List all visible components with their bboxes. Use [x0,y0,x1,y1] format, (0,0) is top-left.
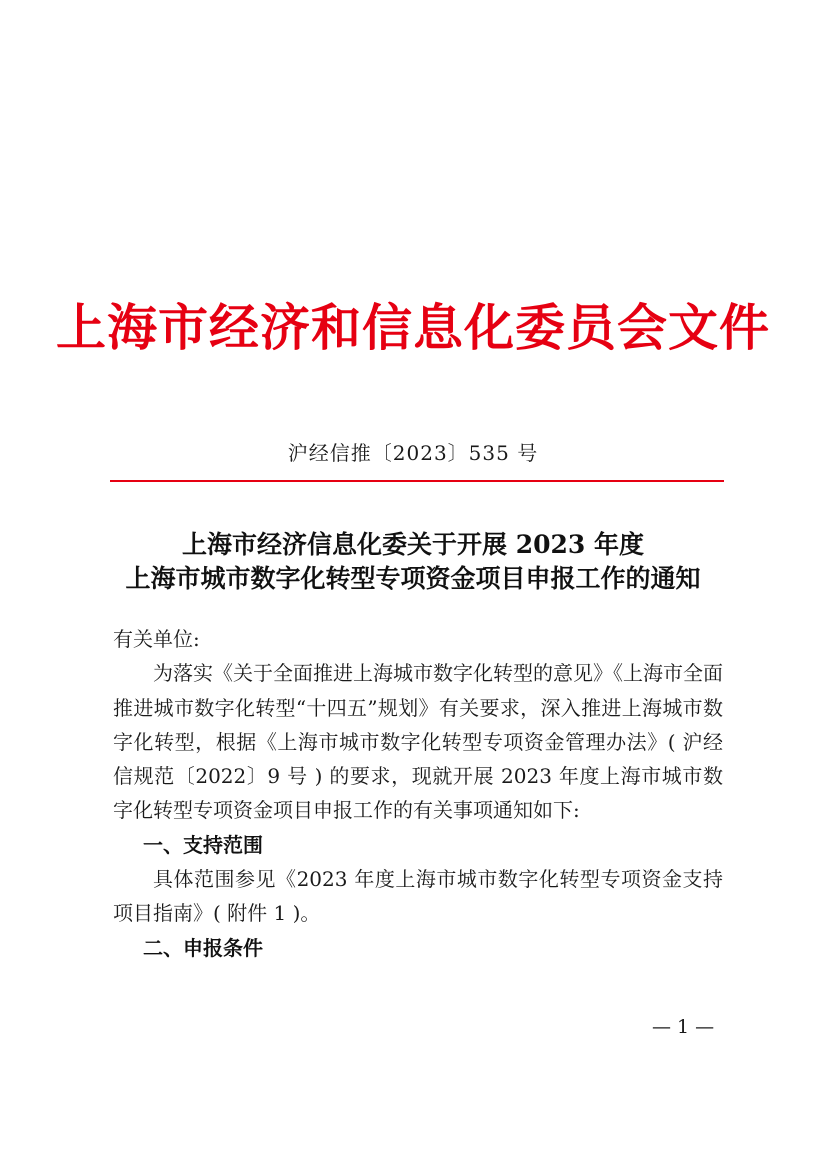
salutation: 有关单位: [113,627,200,651]
notice-body [113,622,723,965]
notice-title [0,528,826,596]
document-masthead: 上海市经济和信息化委员会文件 [56,298,770,357]
notice-title-line-2: 上海市城市数字化转型专项资金项目申报工作的通知 [125,564,701,593]
page-number: — 1 — [652,1016,715,1038]
scope-paragraph: 具体范围参见《2023 年度上海市城市数字化转型专项资金支持项目指南》( 附件 1 )。 [113,867,723,926]
intro-paragraph: 为落实《关于全面推进上海城市数字化转型的意见》《上海市全面推进城市数字化转型“十四五”规划》有关要求，深入推进上海城市数字化转型，根据《上海市城市数字化转型专项资金管理办法》( 沪经信规范〔2022〕9 号 ) 的要求，现就开展 2023 年度上海市城市数字化转型专项资金项目申报工作的有关事项通知如下: [113,661,723,823]
section-heading-conditions: 二、申报条件 [143,935,263,960]
red-separator-line [110,480,724,482]
notice-title-line-1: 上海市经济信息化委关于开展 2023 年度 [182,530,644,559]
section-heading-scope: 一、支持范围 [143,832,263,857]
document-number: 沪经信推〔2023〕535 号 [287,441,539,465]
